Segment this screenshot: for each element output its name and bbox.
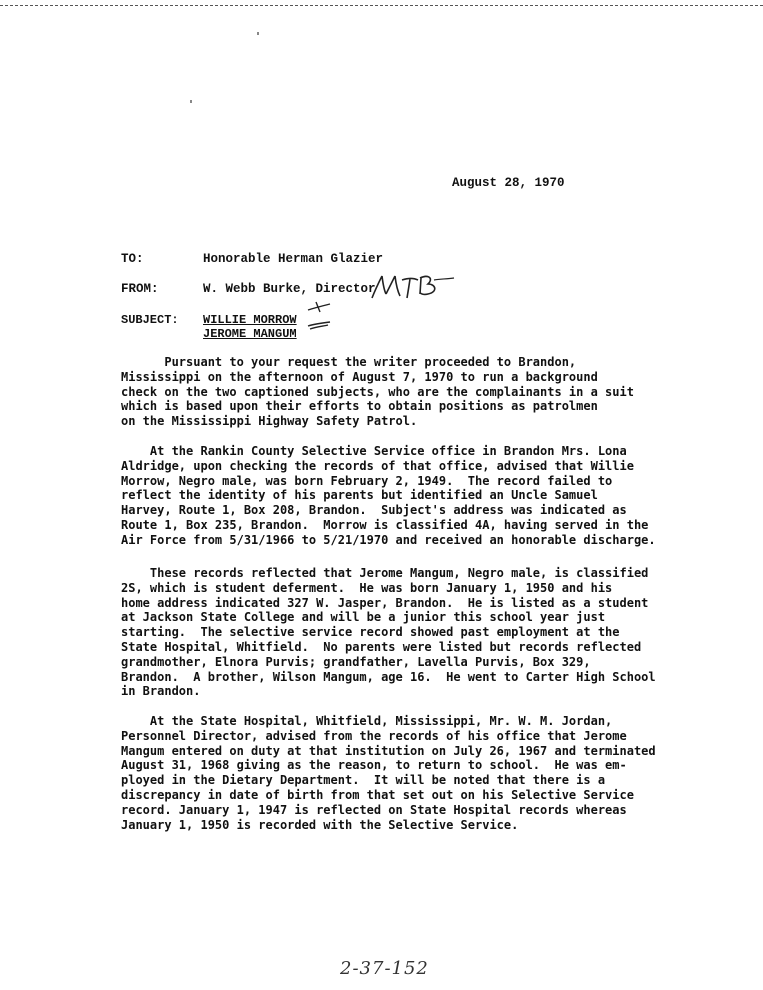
memo-to-row (121, 252, 383, 266)
paragraph-3: These records reflected that Jerome Mangum, Negro male, is classified 2S, which is student deferment. He was born January 1, 1950 and his home address indicated 327 W. Jasper, Brandon. He is listed as a student at Jackson State College and will be a junior this school year just starting. The selective service record showed past employment at the State Hospital, Whitfield. No parents were listed but records reflected grandmother, Elnora Purvis; grandfather, Lavella Purvis, Box 329, Brandon. A brother, Wilson Mangum, age 16. He went to Carter High School in Brandon. (121, 566, 656, 699)
subject-name-1: WILLIE MORROW (203, 313, 297, 327)
check-mark-2 (306, 318, 334, 332)
scan-speck (190, 100, 192, 103)
from-value: W. Webb Burke, Director (203, 282, 376, 296)
memo-subject-row (121, 313, 297, 341)
scan-speck (257, 32, 259, 35)
subject-label: SUBJECT: (121, 313, 179, 327)
paragraph-4: At the State Hospital, Whitfield, Mississippi, Mr. W. M. Jordan, Personnel Director, advised from the records of his office that Jerome Mangum entered on duty at that institution on July 26, 1967 and terminated August 31, 1968 giving as the reason, to return to school. He was em- ployed in the Dietary Department. It will be noted that there is a discrepancy in date of birth from that set out on his Selective Service record. January 1, 1947 is reflected on State Hospital records whereas January 1, 1950 is recorded with the Selective Service. (121, 714, 656, 832)
memo-from-row (121, 282, 376, 296)
memo-date: August 28, 1970 (452, 176, 565, 190)
handwritten-initials (368, 270, 458, 304)
to-label: TO: (121, 252, 144, 266)
check-mark-1 (306, 300, 334, 314)
subject-name-2: JEROME MANGUM (203, 327, 297, 341)
paragraph-1: Pursuant to your request the writer proceeded to Brandon, Mississippi on the afternoon of August 7, 1970 to run a background check on the two captioned subjects, who are the complainants in a suit which is based upon their efforts to obtain positions as patrolmen on the Mississippi Highway Safety Patrol. (121, 355, 634, 429)
to-value: Honorable Herman Glazier (203, 252, 384, 266)
page-top-border (0, 5, 763, 6)
paragraph-2: At the Rankin County Selective Service office in Brandon Mrs. Lona Aldridge, upon checking the records of that office, advised that Willie Morrow, Negro male, was born February 2, 1949. The record failed to reflect the identity of his parents but identified an Uncle Samuel Harvey, Route 1, Box 208, Brandon. Subject's address was indicated as Route 1, Box 235, Brandon. Morrow is classified 4A, having served in the Air Force from 5/31/1966 to 5/21/1970 and received an honorable discharge. (121, 444, 656, 547)
page-number: 2-37-152 (340, 958, 429, 979)
from-label: FROM: (121, 282, 159, 296)
subject-names (203, 313, 297, 341)
